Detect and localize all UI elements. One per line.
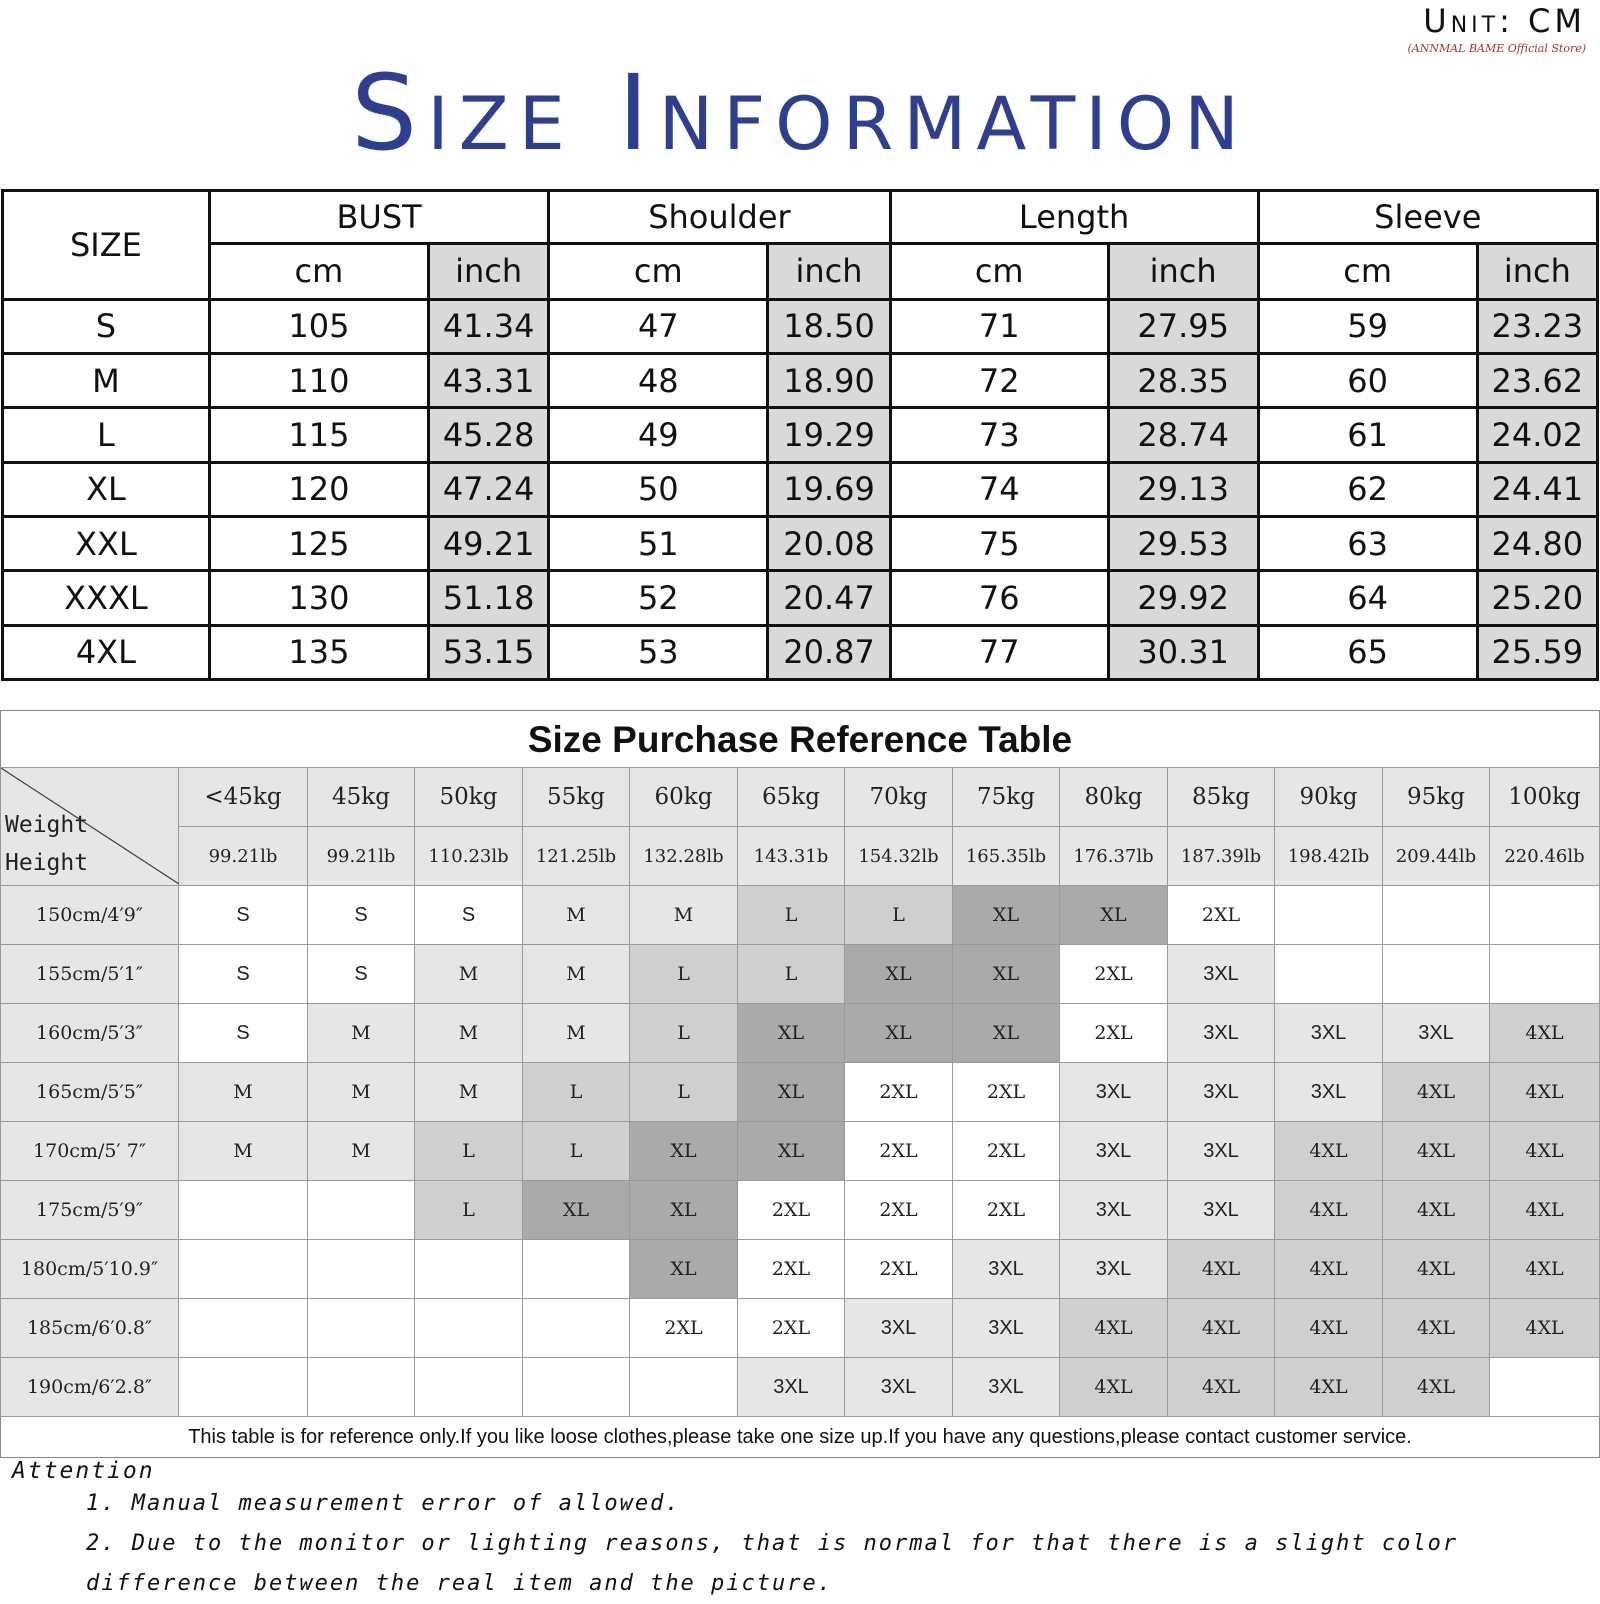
recommended-size-cell: S [308,886,415,945]
recommended-size-cell: M [630,886,738,945]
weight-lb-header: 187.39lb [1168,827,1275,886]
sub-header: inch [768,244,890,299]
size-cell: XXXL [3,571,210,625]
size-cell: 4XL [3,625,210,679]
cm-value: 62 [1258,462,1477,516]
inch-value: 45.28 [428,408,548,462]
size-purchase-reference [0,710,1600,1458]
inch-value: 24.41 [1477,462,1597,516]
recommended-size-cell: S [308,945,415,1004]
recommended-size-cell: 3XL [1168,1063,1275,1122]
recommended-size-cell: 4XL [1275,1240,1383,1299]
recommended-size-cell: L [523,1122,630,1181]
size-row [3,571,1598,625]
unit-label: Unit: CM [1423,2,1586,40]
weight-lb-header: 143.31b [738,827,845,886]
weight-lb-header: 209.44lb [1383,827,1490,886]
recommended-size-cell: L [630,945,738,1004]
recommended-size-cell: 3XL [953,1299,1060,1358]
recommended-size-cell: 4XL [1383,1181,1490,1240]
recommended-size-cell: S [415,886,523,945]
group-header-shoulder: Shoulder [549,191,890,244]
recommended-size-cell: 3XL [1275,1063,1383,1122]
cm-value: 61 [1258,408,1477,462]
attention-item: 1. Manual measurement error of allowed. [86,1491,681,1516]
empty-cell [1275,945,1383,1004]
size-cell: S [3,299,210,353]
empty-cell [523,1299,630,1358]
recommended-size-cell: 4XL [1490,1063,1600,1122]
size-row [3,299,1598,353]
recommended-size-cell: L [738,945,845,1004]
weight-lb-header: 165.35lb [953,827,1060,886]
reference-note: This table is for reference only.If you like loose clothes,please take one size up.If you have any questions,please contact customer service. [0,1417,1600,1458]
cm-value: 130 [209,571,428,625]
weight-kg-header: 75kg [953,768,1060,827]
inch-value: 49.21 [428,516,548,570]
cm-value: 52 [549,571,768,625]
recommended-size-cell: 2XL [953,1063,1060,1122]
attention-title: Attention [12,1458,155,1484]
reference-row [1,1181,1600,1240]
weight-lb-header: 132.28lb [630,827,738,886]
recommended-size-cell: 3XL [1060,1181,1168,1240]
cm-value: 76 [890,571,1108,625]
recommended-size-cell: 4XL [1168,1358,1275,1417]
weight-lb-header: 99.21lb [179,827,308,886]
recommended-size-cell: M [179,1122,308,1181]
recommended-size-cell: XL [630,1181,738,1240]
recommended-size-cell: XL [953,886,1060,945]
empty-cell [1383,945,1490,1004]
cm-value: 77 [890,625,1108,679]
empty-cell [1490,886,1600,945]
weight-lb-header: 220.46lb [1490,827,1600,886]
recommended-size-cell: 4XL [1490,1181,1600,1240]
empty-cell [415,1240,523,1299]
empty-cell [523,1358,630,1417]
empty-cell [415,1299,523,1358]
recommended-size-cell: XL [738,1063,845,1122]
weight-kg-header: 90kg [1275,768,1383,827]
cm-value: 135 [209,625,428,679]
cm-value: 48 [549,353,768,407]
sub-header: cm [890,244,1108,299]
cm-value: 65 [1258,625,1477,679]
recommended-size-cell: 2XL [845,1240,953,1299]
recommended-size-cell: M [179,1063,308,1122]
recommended-size-cell: XL [953,945,1060,1004]
cm-value: 110 [209,353,428,407]
recommended-size-cell: S [179,886,308,945]
weight-label: Weight [5,812,89,838]
recommended-size-cell: XL [738,1122,845,1181]
reference-row [1,1004,1600,1063]
reference-table [0,767,1600,1417]
recommended-size-cell: 4XL [1490,1299,1600,1358]
recommended-size-cell: S [179,945,308,1004]
attention-item: 2. Due to the monitor or lighting reasons, that is normal for that there is a slight color [86,1531,1459,1556]
size-information-table [1,189,1599,681]
reference-title: Size Purchase Reference Table [0,710,1600,768]
recommended-size-cell: 4XL [1383,1240,1490,1299]
cm-value: 74 [890,462,1108,516]
recommended-size-cell: 2XL [845,1063,953,1122]
weight-kg-header: <45kg [179,768,308,827]
recommended-size-cell: 3XL [1168,945,1275,1004]
attention-section [12,1458,1592,1604]
height-label-cell: 150cm/4′9″ [1,886,179,945]
inch-value: 30.31 [1108,625,1258,679]
inch-value: 18.50 [768,299,890,353]
weight-kg-header: 70kg [845,768,953,827]
recommended-size-cell: M [415,1004,523,1063]
recommended-size-cell: 3XL [1060,1240,1168,1299]
recommended-size-cell: XL [845,945,953,1004]
recommended-size-cell: 2XL [953,1181,1060,1240]
recommended-size-cell: 3XL [845,1358,953,1417]
recommended-size-cell: 2XL [738,1299,845,1358]
weight-lb-header: 99.21lb [308,827,415,886]
recommended-size-cell: 2XL [953,1122,1060,1181]
empty-cell [179,1358,308,1417]
reference-row [1,886,1600,945]
reference-row [1,1240,1600,1299]
group-header-bust: BUST [209,191,548,244]
height-label: Height [5,850,89,876]
weight-lb-header: 121.25lb [523,827,630,886]
recommended-size-cell: 3XL [738,1358,845,1417]
cm-value: 120 [209,462,428,516]
inch-value: 19.69 [768,462,890,516]
empty-cell [179,1240,308,1299]
weight-lb-header: 110.23lb [415,827,523,886]
inch-value: 43.31 [428,353,548,407]
empty-cell [1490,945,1600,1004]
inch-value: 28.35 [1108,353,1258,407]
recommended-size-cell: 2XL [1060,1004,1168,1063]
recommended-size-cell: 3XL [1060,1122,1168,1181]
reference-row [1,1122,1600,1181]
inch-value: 29.13 [1108,462,1258,516]
empty-cell [1275,886,1383,945]
height-label-cell: 160cm/5′3″ [1,1004,179,1063]
recommended-size-cell: M [523,945,630,1004]
weight-kg-header: 55kg [523,768,630,827]
recommended-size-cell: 3XL [953,1358,1060,1417]
weight-lb-header: 198.42Ib [1275,827,1383,886]
recommended-size-cell: XL [630,1240,738,1299]
cm-value: 125 [209,516,428,570]
recommended-size-cell: 3XL [1060,1063,1168,1122]
inch-value: 25.59 [1477,625,1597,679]
recommended-size-cell: 4XL [1490,1240,1600,1299]
group-header-length: Length [890,191,1258,244]
empty-cell [308,1358,415,1417]
reference-row [1,1358,1600,1417]
store-watermark: (ANNMAL BAME Official Store) [1407,42,1586,55]
empty-cell [630,1358,738,1417]
recommended-size-cell: 4XL [1275,1299,1383,1358]
recommended-size-cell: 3XL [1383,1004,1490,1063]
size-row [3,408,1598,462]
recommended-size-cell: L [523,1063,630,1122]
recommended-size-cell: S [179,1004,308,1063]
inch-value: 28.74 [1108,408,1258,462]
weight-kg-header: 50kg [415,768,523,827]
weight-kg-header: 95kg [1383,768,1490,827]
empty-cell [179,1299,308,1358]
recommended-size-cell: 2XL [1168,886,1275,945]
recommended-size-cell: 4XL [1383,1358,1490,1417]
size-cell: XL [3,462,210,516]
recommended-size-cell: 4XL [1490,1004,1600,1063]
recommended-size-cell: L [630,1004,738,1063]
size-cell: L [3,408,210,462]
recommended-size-cell: 4XL [1383,1299,1490,1358]
inch-value: 29.92 [1108,571,1258,625]
height-label-cell: 180cm/5′10.9″ [1,1240,179,1299]
recommended-size-cell: M [415,945,523,1004]
empty-cell [308,1299,415,1358]
recommended-size-cell: L [415,1181,523,1240]
height-label-cell: 190cm/6′2.8″ [1,1358,179,1417]
inch-value: 19.29 [768,408,890,462]
recommended-size-cell: M [523,886,630,945]
recommended-size-cell: M [308,1122,415,1181]
recommended-size-cell: XL [845,1004,953,1063]
inch-value: 29.53 [1108,516,1258,570]
weight-kg-header: 80kg [1060,768,1168,827]
empty-cell [415,1358,523,1417]
recommended-size-cell: L [738,886,845,945]
cm-value: 59 [1258,299,1477,353]
size-row [3,625,1598,679]
empty-cell [308,1240,415,1299]
recommended-size-cell: 3XL [845,1299,953,1358]
recommended-size-cell: M [523,1004,630,1063]
attention-item: difference between the real item and the picture. [86,1571,834,1596]
recommended-size-cell: 2XL [1060,945,1168,1004]
recommended-size-cell: 3XL [1275,1004,1383,1063]
cm-value: 75 [890,516,1108,570]
inch-value: 23.62 [1477,353,1597,407]
recommended-size-cell: 2XL [738,1181,845,1240]
height-label-cell: 155cm/5′1″ [1,945,179,1004]
cm-value: 105 [209,299,428,353]
inch-value: 41.34 [428,299,548,353]
weight-kg-header: 60kg [630,768,738,827]
sub-header: inch [1108,244,1258,299]
cm-value: 60 [1258,353,1477,407]
cm-value: 64 [1258,571,1477,625]
reference-row [1,1299,1600,1358]
empty-cell [1383,886,1490,945]
empty-cell [1490,1358,1600,1417]
recommended-size-cell: 3XL [1168,1181,1275,1240]
inch-value: 53.15 [428,625,548,679]
cm-value: 53 [549,625,768,679]
inch-value: 47.24 [428,462,548,516]
cm-value: 50 [549,462,768,516]
cm-value: 73 [890,408,1108,462]
weight-lb-header: 176.37lb [1060,827,1168,886]
recommended-size-cell: 2XL [738,1240,845,1299]
weight-kg-header: 45kg [308,768,415,827]
recommended-size-cell: XL [630,1122,738,1181]
reference-row [1,945,1600,1004]
cm-value: 47 [549,299,768,353]
recommended-size-cell: M [415,1063,523,1122]
cm-value: 51 [549,516,768,570]
inch-value: 27.95 [1108,299,1258,353]
cm-value: 49 [549,408,768,462]
weight-height-corner [1,768,179,886]
empty-cell [308,1181,415,1240]
inch-value: 20.87 [768,625,890,679]
recommended-size-cell: L [845,886,953,945]
size-header: SIZE [3,191,210,300]
recommended-size-cell: 2XL [845,1181,953,1240]
height-label-cell: 175cm/5′9″ [1,1181,179,1240]
inch-value: 20.08 [768,516,890,570]
recommended-size-cell: 4XL [1383,1122,1490,1181]
size-row [3,462,1598,516]
size-cell: XXL [3,516,210,570]
recommended-size-cell: 4XL [1168,1299,1275,1358]
recommended-size-cell: M [308,1063,415,1122]
weight-kg-header: 65kg [738,768,845,827]
recommended-size-cell: 4XL [1168,1240,1275,1299]
recommended-size-cell: XL [523,1181,630,1240]
recommended-size-cell: 4XL [1060,1358,1168,1417]
height-label-cell: 185cm/6′0.8″ [1,1299,179,1358]
sub-header: cm [549,244,768,299]
inch-value: 25.20 [1477,571,1597,625]
cm-value: 71 [890,299,1108,353]
inch-value: 20.47 [768,571,890,625]
cm-value: 63 [1258,516,1477,570]
empty-cell [179,1181,308,1240]
cm-value: 72 [890,353,1108,407]
cm-value: 115 [209,408,428,462]
empty-cell [523,1240,630,1299]
inch-value: 24.80 [1477,516,1597,570]
recommended-size-cell: 3XL [1168,1004,1275,1063]
recommended-size-cell: M [308,1004,415,1063]
recommended-size-cell: 4XL [1060,1299,1168,1358]
recommended-size-cell: 4XL [1275,1181,1383,1240]
recommended-size-cell: XL [738,1004,845,1063]
sub-header: cm [1258,244,1477,299]
recommended-size-cell: XL [1060,886,1168,945]
weight-lb-header: 154.32lb [845,827,953,886]
size-cell: M [3,353,210,407]
page-title: Size Information [351,52,1249,174]
group-header-sleeve: Sleeve [1258,191,1597,244]
recommended-size-cell: L [630,1063,738,1122]
recommended-size-cell: 2XL [845,1122,953,1181]
sub-header: cm [209,244,428,299]
recommended-size-cell: 4XL [1383,1063,1490,1122]
inch-value: 18.90 [768,353,890,407]
recommended-size-cell: 2XL [630,1299,738,1358]
height-label-cell: 170cm/5′ 7″ [1,1122,179,1181]
recommended-size-cell: 4XL [1490,1122,1600,1181]
size-row [3,516,1598,570]
weight-kg-header: 85kg [1168,768,1275,827]
inch-value: 24.02 [1477,408,1597,462]
weight-kg-header: 100kg [1490,768,1600,827]
recommended-size-cell: XL [953,1004,1060,1063]
recommended-size-cell: 4XL [1275,1358,1383,1417]
sub-header: inch [1477,244,1597,299]
recommended-size-cell: L [415,1122,523,1181]
sub-header: inch [428,244,548,299]
recommended-size-cell: 4XL [1275,1122,1383,1181]
inch-value: 51.18 [428,571,548,625]
recommended-size-cell: 3XL [1168,1122,1275,1181]
inch-value: 23.23 [1477,299,1597,353]
height-label-cell: 165cm/5′5″ [1,1063,179,1122]
recommended-size-cell: 3XL [953,1240,1060,1299]
size-row [3,353,1598,407]
reference-row [1,1063,1600,1122]
